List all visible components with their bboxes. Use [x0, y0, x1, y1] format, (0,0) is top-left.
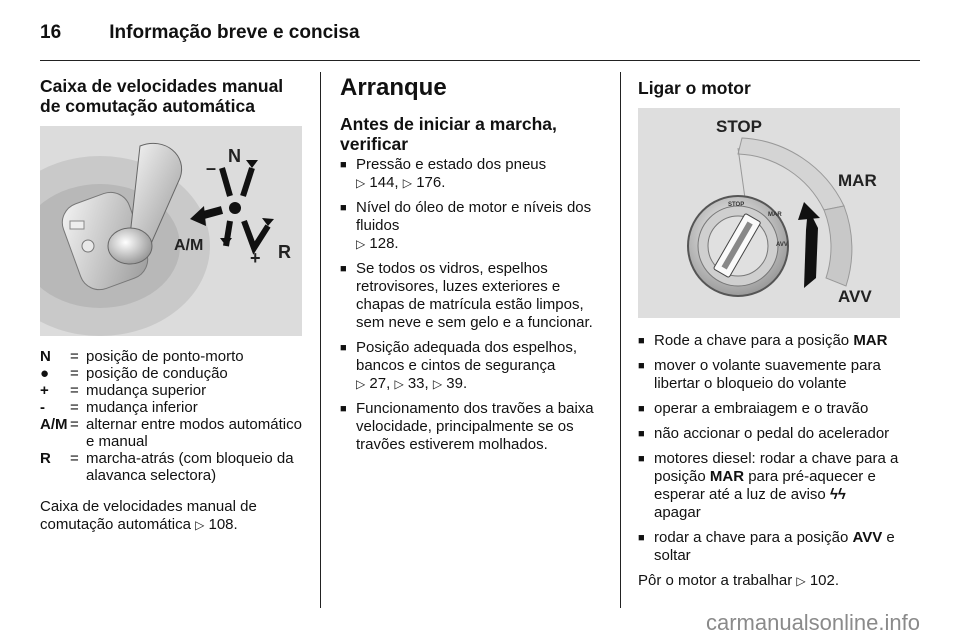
left-heading: Caixa de velocidades manual de comutação automática: [40, 76, 284, 116]
page-reference[interactable]: 33,: [407, 375, 429, 392]
legend-description: alternar entre modos automático e manual: [86, 416, 302, 450]
left-note-text: Caixa de velocidades manual de comutação automática: [40, 498, 257, 533]
legend-equals: =: [70, 348, 79, 365]
legend-row: [40, 365, 302, 382]
ref-arrow-icon: ▷: [402, 176, 413, 190]
check-list-item: [340, 260, 608, 332]
ref-arrow-icon: ▷: [432, 377, 443, 391]
step-text: não accionar o pedal do acelerador: [654, 425, 890, 442]
figure-label-n: N: [228, 146, 241, 166]
step-text-after: para pré-aquecer e esperar até a luz de aviso: [654, 468, 876, 503]
legend-equals: =: [70, 416, 79, 433]
ring-label-stop: STOP: [728, 202, 745, 208]
legend-description: mudança inferior: [86, 399, 198, 416]
legend-row: [40, 399, 302, 416]
figure-label-stop: STOP: [716, 117, 762, 136]
check-list-item: [340, 156, 608, 192]
step-text: operar a embraiagem e o travão: [654, 400, 869, 417]
legend-row: [40, 416, 302, 450]
figure-label-r: R: [278, 242, 291, 262]
page-header: [40, 22, 360, 44]
start-steps-list: [638, 332, 900, 565]
legend-equals: =: [70, 382, 79, 399]
ref-arrow-icon: ▷: [195, 518, 205, 532]
check-item-text: Funcionamento dos travões a baixa velocidade, principalmente se os travões estiverem molhados.: [356, 400, 594, 453]
legend-key: N: [40, 348, 51, 365]
gear-selector-figure: [40, 126, 302, 336]
legend-description: posição de condução: [86, 365, 228, 382]
check-item-text: Se todos os vidros, espelhos retrovisores, luzes exteriores e chapas de matrícula estão limpos, sem neve e sem gelo e a funcionar.: [356, 260, 593, 331]
watermark: carmanualsonline.info: [705, 610, 920, 635]
ref-arrow-icon: ▷: [394, 377, 404, 391]
step-text-after: e soltar: [654, 529, 895, 564]
check-list-item: [340, 339, 608, 393]
ref-arrow-icon: ▷: [796, 574, 806, 588]
right-note-ref[interactable]: 102.: [809, 572, 840, 589]
figure-label-plus: +: [250, 248, 261, 268]
key-position: MAR: [709, 468, 745, 485]
ref-arrow-icon: ▷: [356, 237, 366, 251]
page-number: 16: [40, 22, 62, 43]
legend-row: [40, 348, 302, 365]
key-position: AVV: [852, 529, 883, 546]
gear-legend: [40, 348, 302, 484]
legend-row: [40, 382, 302, 399]
legend-row: [40, 450, 302, 484]
check-list-item: [340, 400, 608, 454]
legend-equals: =: [70, 450, 79, 467]
figure-label-mar: MAR: [838, 171, 877, 190]
legend-equals: =: [70, 365, 79, 382]
check-item-text: Pressão e estado dos pneus: [356, 156, 547, 173]
page-reference[interactable]: 27,: [369, 375, 391, 392]
start-step-item: [638, 400, 900, 418]
page-reference[interactable]: 39.: [446, 375, 468, 392]
ring-label-avv: AVV: [776, 242, 788, 248]
ignition-illustration: [638, 108, 900, 318]
legend-equals: =: [70, 399, 79, 416]
start-step-item: [638, 332, 900, 350]
step-text: Rode a chave para a posição: [654, 332, 850, 349]
start-step-item: [638, 357, 900, 393]
legend-description: posição de ponto-morto: [86, 348, 244, 365]
legend-key: A/M: [40, 416, 68, 433]
check-item-text: Nível do óleo de motor e níveis dos fluidos: [356, 199, 592, 234]
check-item-text: Posição adequada dos espelhos, bancos e cintos de segurança: [356, 339, 578, 374]
step-text-end: apagar: [654, 504, 701, 521]
middle-title: Arranque: [340, 74, 447, 101]
step-text: motores diesel: rodar a chave para a posição: [654, 450, 899, 485]
ref-arrow-icon: ▷: [356, 176, 366, 190]
start-step-item: [638, 529, 900, 565]
column-divider-2: [620, 72, 621, 608]
column-divider-1: [320, 72, 321, 608]
page-reference[interactable]: 128.: [369, 235, 399, 252]
left-note-ref[interactable]: 108.: [208, 516, 238, 533]
ignition-figure: [638, 108, 900, 318]
middle-column: [340, 72, 608, 461]
step-text: mover o volante suavemente para libertar o bloqueio do volante: [654, 357, 881, 392]
glow-plug-icon: ϟϟ: [829, 486, 846, 503]
start-step-item: [638, 425, 900, 443]
check-list: [340, 156, 608, 454]
legend-key: R: [40, 450, 51, 467]
step-text: rodar a chave para a posição: [654, 529, 849, 546]
key-position: MAR: [853, 332, 888, 349]
right-column: [638, 72, 900, 590]
header-rule: [40, 60, 920, 61]
legend-description: mudança superior: [86, 382, 207, 399]
figure-label-minus: –: [206, 158, 217, 178]
ring-label-mar: MAR: [768, 212, 782, 218]
right-note: [638, 572, 900, 590]
check-list-item: [340, 199, 608, 253]
page-reference[interactable]: 144,: [369, 174, 399, 191]
legend-key: +: [40, 382, 49, 399]
right-heading: Ligar o motor: [638, 78, 751, 98]
drive-position-dot: [229, 202, 241, 214]
legend-description: marcha-atrás (com bloqueio da alavanca selectora): [86, 450, 294, 484]
left-column: [40, 72, 302, 534]
middle-subtitle: Antes de iniciar a marcha, verificar: [340, 114, 557, 154]
legend-key: ●: [40, 365, 50, 382]
page-reference[interactable]: 176.: [416, 174, 446, 191]
gear-selector-illustration: [40, 126, 302, 336]
figure-label-avv: AVV: [838, 287, 872, 306]
ref-arrow-icon: ▷: [356, 377, 366, 391]
start-step-item: [638, 450, 900, 522]
page-title: Informação breve e concisa: [109, 22, 360, 43]
figure-label-am: A/M: [174, 237, 204, 254]
right-note-text: Pôr o motor a trabalhar: [638, 572, 793, 589]
left-note: [40, 498, 302, 534]
legend-key: -: [40, 399, 45, 416]
